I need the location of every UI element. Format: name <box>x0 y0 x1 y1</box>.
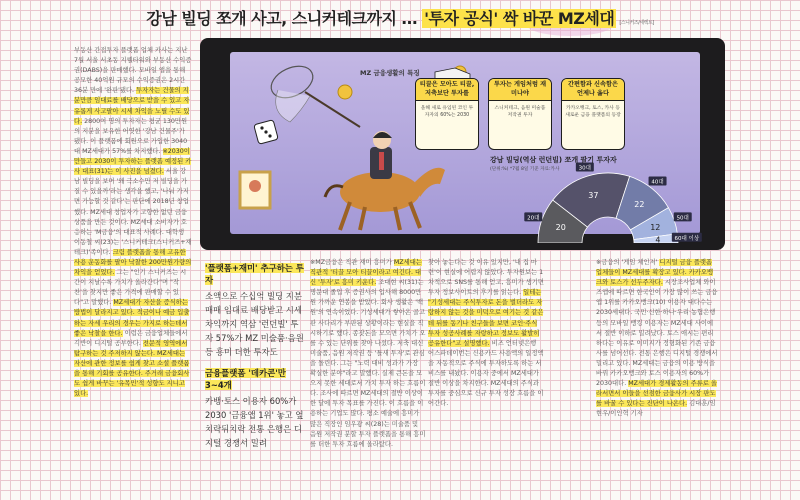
svg-text:60대 이상: 60대 이상 <box>674 235 700 242</box>
mz-features-title: MZ 금융생활의 특징 <box>360 69 420 77</box>
body-text: 부동산 간접투자 플랫폼 업체 카사는 지난 7월 서울 서초동 지웰타워와 부동산 수익증권(DABS)을 판매했다. 모바일 앱을 통해 공모한 40억원 규모의 수익증권은 2시간 36분 만에 '완판'됐다. <box>74 47 192 95</box>
svg-text:20대: 20대 <box>527 215 540 222</box>
donut-chart <box>490 153 710 243</box>
highlighted-text: MZ세대가 경제활동의 주류로 올라서면서 이들을 선점한 금융사가 시장 판도를 바꿀 수 있다는 진단이 나온다. <box>596 380 717 408</box>
svg-text:30대: 30대 <box>578 165 591 172</box>
subhead-title-1: '플랫폼+재미' 추구하는 투자 <box>205 263 304 285</box>
picture-frame-icon <box>240 172 270 208</box>
highlighted-text: MZ세대는 직관적 '티끌 모아 티끌이라고 여긴다. 대신 '투자'로 흥미 키운다. <box>310 259 422 287</box>
chart-category-label <box>674 212 692 221</box>
svg-text:40대: 40대 <box>651 179 664 186</box>
body-text: ※금융의 '게임 체인저' <box>596 259 660 266</box>
chart-category-label <box>524 212 542 221</box>
subhead-body-2: 카뱅·토스 이용자 60%가 2030 '금융앱 1위' 놓고 엎치락뒤치락 전통 은행은 디지털 경쟁서 밀려 <box>205 396 304 448</box>
chart-unit: (단위:%) *7월 8일 기준 자료:카사 <box>490 167 560 172</box>
body-text: 시장조사업체 와이즈앱에 따르면 한국인이 가장 많이 쓰는 금융 앱 1위를 카카오뱅크(10) 이용자 대다수는 2030세대다. 국민·신한·하나·우리·농협은행 등의 모바일 뱅킹 이용자는 MZ세대 사이에서 절반 이하로 밀려났다. 토스 애시는 편리하다는 이유로 이미지가 정형화된 기존 금융사를 넘어선다. 전통 은행은 디지털 경쟁에서 밀리고 있다. MZ세대는 금융의 이용 방식을 바꿔 카카오뱅크와 토스 이용자의 60%가 2030대다. <box>596 279 718 388</box>
article-column-right <box>428 258 544 490</box>
article-column-mid <box>310 258 426 490</box>
headline-title <box>0 6 800 29</box>
chart-value-label: 37 <box>588 191 599 201</box>
body-text: 2800여 명의 투자자는 평균 130만원의 지분을 보유한 어엿한 '강남 건물주'가 됐다. 이 플랫폼에 회원으로 가입한 3040대 MZ세대가 57%를 차지했다. <box>74 117 188 155</box>
paragraph <box>596 258 718 420</box>
infocard-fun: 투자는 게임처럼 재미나야 스니커테크, 음원 미술품 저작권 투자 <box>488 78 552 150</box>
paragraph <box>428 258 544 409</box>
body-text: 서울 강남 빌딩을 보며 '왜 극소수만 저 빌딩을 가질 수 있을까'라는 생각을 했고, '나눠 가지면 가능할 것 같다'는 판단에 2018년 창업했다. MZ세대 창업자가 고향한 없던 금융 상품을 만든 것이다. MZ세대 소비자가 호응하는 'M금융'의 대표적 사례다. 대학생 이동철 씨(23)는 '스니커테크(스니커즈+재테크)'족이다. <box>74 168 192 256</box>
article-column-far <box>596 258 718 490</box>
article-column-left <box>74 46 192 494</box>
paragraph <box>310 258 426 450</box>
highlighted-text: MZ세대가 자산을 증식하는 방법이 달라지고 있다. 적금이나 예금 입출하는 자세 우리의 경우는 가지로 하는데서 좋은 낙찰을 한다. <box>74 299 190 337</box>
highlighted-text: 일테는 "기성세대는 주식투자로 돈을 벌더라도 자랑하지 않는 것을 미덕으로 여기는 것 같은데 뒤를 동기나 친구들을 보면 코인·주식 투자 성공사례를 자랑하고 정보도 활발히 공유한다"고 설명했다. <box>428 289 544 347</box>
svg-text:50대: 50대 <box>676 215 689 222</box>
infocard-convenience: 간편함과 신속함은 언제나 옳다 카카오뱅크, 토스, 카사 등 새로운 금융 플랫폼의 등장 <box>561 78 625 150</box>
chart-value-label: 20 <box>555 222 566 232</box>
body-text: 그는 "인기 스니커즈는 시간이 지날수록 가치가 올라간다"며 "작찬'을 찾지만 좋은 가격에 판매할 수 있다"고 말했다. <box>74 269 187 307</box>
chart-value-label: 4 <box>655 235 661 243</box>
body-text: 찾아 놓는다는 것 이유 있지만, '내 집 마련'이 현실에 어렵지 않았다. 투자원보는 1차적으로 SNS를 통해 얻고, 흥미가 생기면 투자 정보사이트의 후기를 읽는다. <box>428 259 544 297</box>
body-text: 이럽은 금융업체들에서 긱반이 디지털 공부한다. <box>74 329 188 347</box>
subhead-title-2: 금융플랫폼 '데카콘'만 3~4개 <box>205 368 286 390</box>
headline-credit: [스니커즈/세렉트] <box>619 20 654 26</box>
subhead-body-1: 소액으로 수십억 빌딩 지분 매매 임대료 배당받고 시세차익까지 역삼 '런던빌' 투자 57%가 MZ 미술품·음원 등 흥미 더한 투자도 <box>205 291 304 357</box>
body-text: 비즈 언터넷은행 어스파데이번는 신용카드 사용액의 일정액을 자동적으로 주식에 투자하도록 하는 서비스를 내놨다. 이용자 중에서 MZ세대가 절반 이상을 차지한다. MZ세대의 주식과 투자를 중심으로 신규 투자 성장 흐름을 이어간다. <box>428 339 544 408</box>
paragraph <box>74 46 192 399</box>
subhead-box-2 <box>205 367 305 450</box>
headline <box>0 6 800 29</box>
highlighted-text: 전문적 영역에서 탐구하는 것 주저하지 않는다. MZ세대는 자산에 관한 정보를 쉽게 찾고 소셜 플랫폼을 통해 기회를 공유한다. 주거래 금융회사도 쉽게 바꾸는 '유목민'적 성향도 지니고 있다. <box>74 339 190 398</box>
chart-value-label: 12 <box>650 222 661 232</box>
illustration-panel <box>200 38 725 250</box>
chart-category-label <box>672 233 702 242</box>
highlighted-text: ※2030이 만들고 2030이 투자하는 플랫폼 예정된 카사 대표(31)는 이 사진을 넘겼다. <box>74 147 192 176</box>
subhead-box-1 <box>205 262 305 359</box>
chart-title: 강남 빌딩(역삼 런던빌) 쪼개 팔기 투자자 <box>490 156 617 164</box>
body-text: 김대훈/임현우/이인혁 기자 <box>596 400 716 418</box>
dice-icon <box>254 120 278 144</box>
chart-category-label <box>649 176 667 185</box>
chart-value-label: 22 <box>634 200 645 210</box>
infocard-saving: 티끌은 모아도 티끌, 저축보단 투자를 올해 새로 유입된 코인 투자자의 60%는 2030 <box>415 78 479 150</box>
body-text: 조대현 씨(31)는 명문대 졸업 후 증권사의 입사해 8000만원 가까운 연봉을 받았다. 회사 생활은 '백원'의 연속이었다. 기성세대가 쌓아온 골고판 사다리가 부판된 상황이라는 현실을 직시하기로 했다. 종잣돈을 모으면 가치가 오를 수 있는 단위를 찾아 나섰다. 저축 대신 미술품, 음원 저작권 등 '틀새 투자'로 관심을 돌린다. 그는 "노력 대비 성과가 가장 확실한 분야"라고 말했다. 실제 큰돈을 모으지 못한 세대로서 가치 투자 하는 흐름이다. 조사에 따르면 MZ세대의 절반 이상이 한 달에 투자 목표를 가진다. 이 흐름을 이용하는 기업도 많다. 평소 예술에 흥미가 많은 직장인 임우광 씨(28)는 미술품 및 음원 저작권 분할 투자 플랫폼을 통해 흥미를 더한 투자 흐름에 올라탔다. <box>310 279 426 448</box>
headline-quote: '투자 공식' 싹 바꾼 MZ세대 <box>424 9 615 28</box>
rider-icon <box>370 131 392 179</box>
body-text: ※MZ금융은 직관 재미 흥미가 <box>310 259 394 266</box>
highlighted-text: 투자자는 건물의 지분만큼 임대료를 배당으로 받을 수 있고 자유롭게 사고팔아 시세 차익을 노릴 수도 있다. <box>74 87 190 125</box>
highlighted-text: 크림 플랫폼을 통해 고유한 사용 운동화를 팔아 낙찰한 200만원가량의 차익을 얻었다. <box>74 248 192 277</box>
highlighted-text: 디지털 금융 플랫폼 업체들이 MZ세대를 확장고 있다. 카카오뱅크와 토스가 선두주자다. <box>596 259 714 287</box>
headline-part1: 강남 빌딩 쪼개 사고, 스니커테크까지 … <box>146 9 423 28</box>
